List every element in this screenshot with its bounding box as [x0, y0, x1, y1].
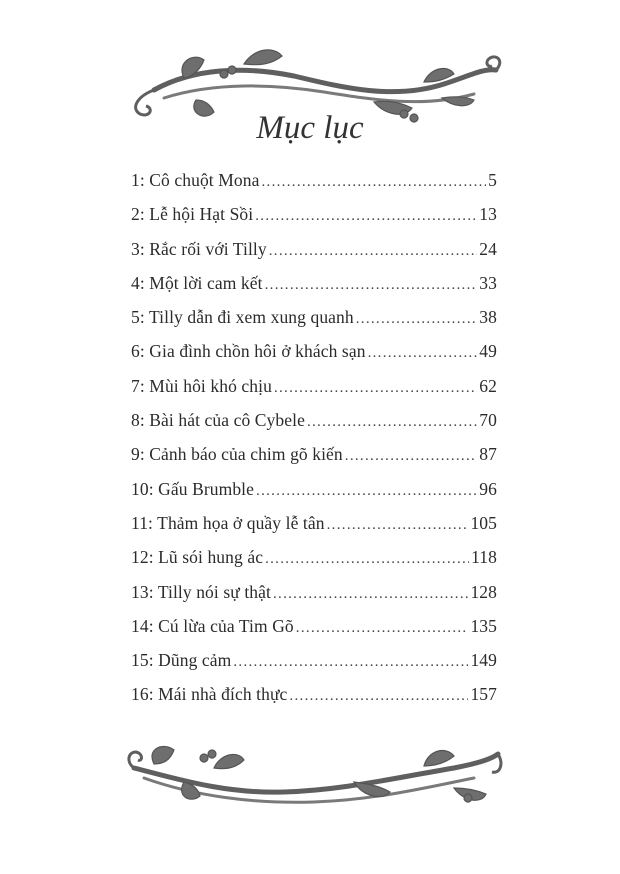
toc-entry-title: 13: Tilly nói sự thật — [131, 581, 271, 602]
toc-leader-dots — [356, 311, 478, 328]
toc-entry[interactable] — [131, 547, 497, 581]
toc-entry[interactable] — [131, 444, 497, 478]
toc-entry-title: 7: Mùi hôi khó chịu — [131, 375, 272, 396]
toc-entry[interactable] — [131, 341, 497, 375]
toc-leader-dots — [289, 688, 468, 705]
toc-entry-title: 16: Mái nhà đích thực — [131, 684, 288, 705]
toc-entry-page-number: 70 — [479, 410, 497, 431]
toc-entry[interactable] — [131, 307, 497, 341]
toc-entry-page-number: 135 — [470, 615, 497, 636]
toc-entry[interactable] — [131, 170, 497, 204]
toc-leader-dots — [233, 654, 468, 671]
toc-leader-dots — [256, 483, 477, 500]
toc-entry-page-number: 24 — [479, 238, 497, 259]
toc-leader-dots — [269, 243, 478, 260]
toc-entry-page-number: 118 — [471, 547, 497, 568]
toc-entry-page-number: 49 — [479, 341, 497, 362]
toc-entry[interactable] — [131, 410, 497, 444]
toc-entry-title: 8: Bài hát của cô Cybele — [131, 410, 305, 431]
toc-entry-page-number: 96 — [479, 478, 497, 499]
toc-entry[interactable] — [131, 479, 497, 513]
toc-entry-page-number: 87 — [479, 444, 497, 465]
toc-entry-page-number: 157 — [470, 684, 497, 705]
toc-leader-dots — [307, 414, 477, 431]
toc-leader-dots — [265, 277, 478, 294]
toc-leader-dots — [273, 586, 468, 603]
toc-entry[interactable] — [131, 239, 497, 273]
toc-entry-page-number: 38 — [479, 307, 497, 328]
toc-leader-dots — [274, 380, 477, 397]
toc-entry[interactable] — [131, 376, 497, 410]
toc-leader-dots — [265, 551, 469, 568]
toc-entry-page-number: 149 — [470, 650, 497, 671]
toc-entry[interactable] — [131, 650, 497, 684]
toc-entry[interactable] — [131, 513, 497, 547]
toc-entry-page-number: 33 — [479, 272, 497, 293]
table-of-contents — [131, 170, 497, 719]
toc-entry[interactable] — [131, 273, 497, 307]
toc-entry-title: 14: Cú lừa của Tim Gõ — [131, 615, 294, 636]
toc-entry-title: 1: Cô chuột Mona — [131, 170, 260, 190]
toc-leader-dots — [327, 517, 469, 534]
toc-entry[interactable] — [131, 616, 497, 650]
toc-entry-title: 5: Tilly dẫn đi xem xung quanh — [131, 307, 354, 328]
toc-entry-title: 10: Gấu Brumble — [131, 478, 255, 499]
toc-leader-dots — [296, 620, 469, 637]
page-title: Mục lục — [256, 110, 364, 146]
toc-leader-dots — [261, 174, 486, 191]
toc-entry[interactable] — [131, 204, 497, 238]
toc-entry-title: 4: Một lời cam kết — [131, 272, 263, 293]
toc-entry-title: 9: Cảnh báo của chim gõ kiến — [131, 444, 343, 465]
toc-entry-title: 15: Dũng cảm — [131, 650, 232, 671]
toc-entry-page-number: 62 — [479, 375, 497, 396]
toc-entry-title: 3: Rắc rối với Tilly — [131, 238, 267, 259]
toc-entry-title: 2: Lễ hội Hạt Sồi — [131, 204, 254, 225]
toc-entry-title: 11: Thảm họa ở quầy lễ tân — [131, 512, 325, 533]
toc-entry-page-number: 128 — [470, 581, 497, 602]
toc-leader-dots — [368, 345, 478, 362]
toc-entry[interactable] — [131, 684, 497, 718]
toc-entry[interactable] — [131, 582, 497, 616]
toc-leader-dots — [345, 448, 478, 465]
toc-entry-title: 12: Lũ sói hung ác — [131, 547, 264, 568]
toc-entry-page-number: 13 — [479, 204, 497, 225]
toc-entry-page-number: 5 — [488, 170, 497, 190]
toc-entry-title: 6: Gia đình chồn hôi ở khách sạn — [131, 341, 366, 362]
toc-leader-dots — [255, 208, 477, 225]
toc-entry-page-number: 105 — [470, 512, 497, 533]
bottom-vine-ornament-icon — [124, 738, 504, 826]
